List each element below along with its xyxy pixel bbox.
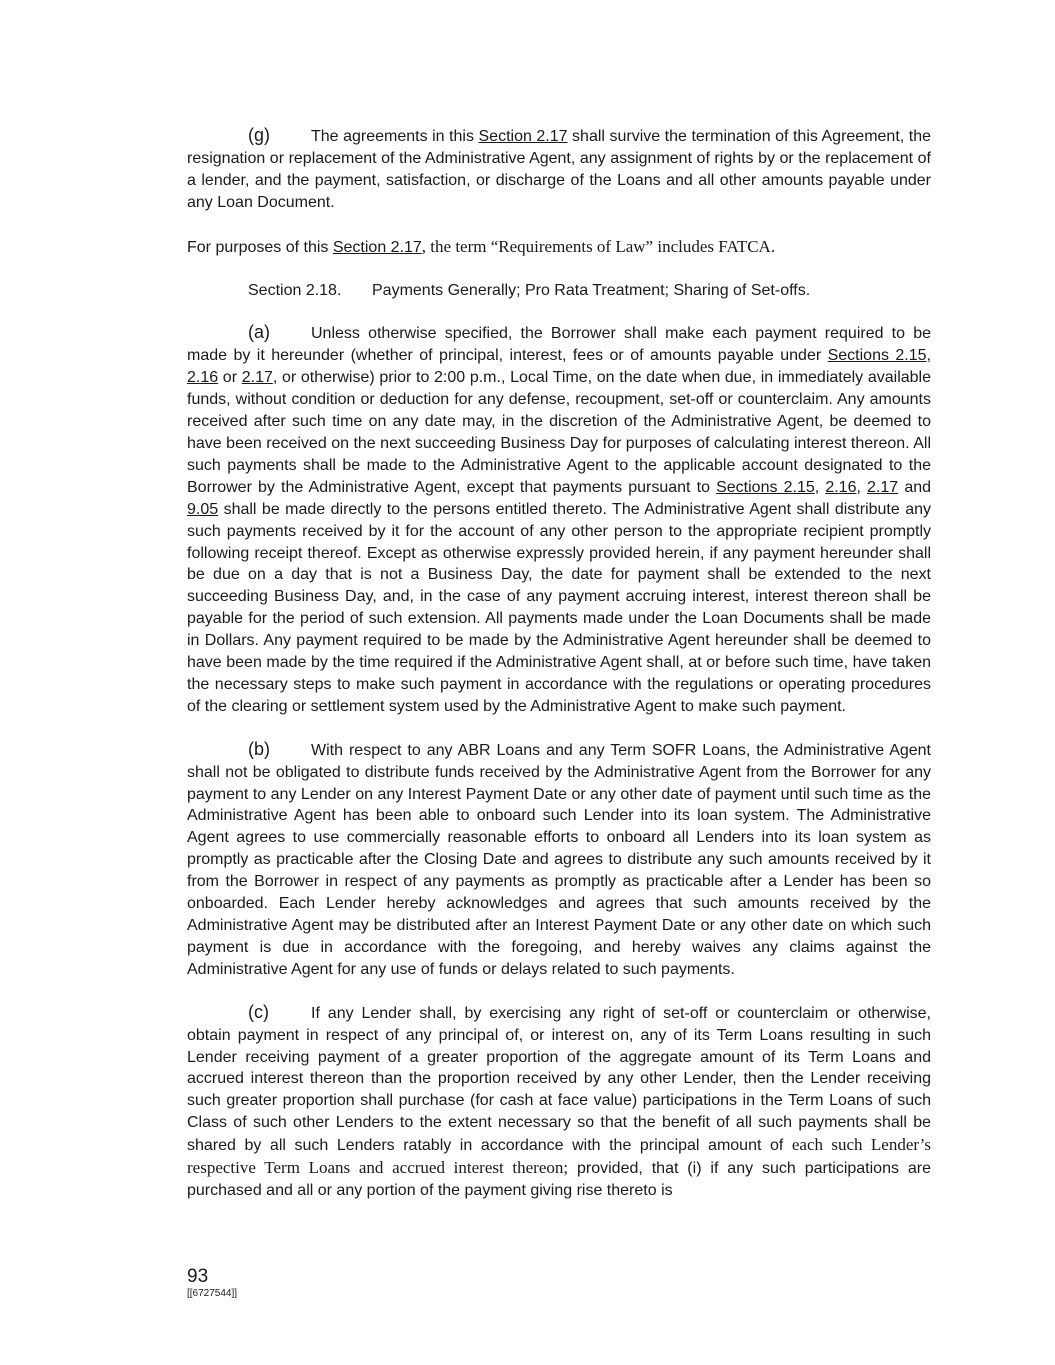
page-footer xyxy=(187,1266,237,1300)
section-reference-link[interactable]: Sections 2.15 xyxy=(827,347,927,365)
section-number: Section 2.18. xyxy=(248,281,342,299)
paragraph-g xyxy=(187,125,931,214)
section-reference-link[interactable]: 2.16 xyxy=(825,478,857,496)
page-number: 93 xyxy=(187,1266,209,1287)
purposes-paragraph xyxy=(187,236,931,259)
section-reference-link[interactable]: 2.16 xyxy=(187,369,219,387)
paragraph-marker-a: (a) xyxy=(248,322,270,343)
section-reference-link[interactable]: 2.17 xyxy=(241,369,273,387)
paragraph-a-text-1: Unless otherwise specified, the Borrower shall make each payment required to be made by it hereunder (whether of principal, interest, fees or of amounts payable under xyxy=(187,325,931,365)
separator: and xyxy=(898,478,932,496)
separator: or xyxy=(218,369,242,387)
separator: , xyxy=(926,347,932,365)
paragraph-marker-g: (g) xyxy=(248,125,270,145)
paragraph-b-text: With respect to any ABR Loans and any Term SOFR Loans, the Administrative Agent shall not be obligated to distribute funds received by the Administrative Agent from the Borrower for any payment to any Lender on any Interest Payment Date or any other date of payment until such time as the Administrative Agent has been able to onboard such Lender into its loan system. The Administrative Agent agrees to use commercially reasonable efforts to onboard all Lenders into its loan system as promptly as practicable after the Closing Date and agrees to distribute any such amounts received by it from the Borrower in respect of any payments as promptly as practicable after a Lender has been so onboarded. Each Lender hereby acknowledges and agrees that such amounts received by the Administrative Agent may be distributed after an Interest Payment Date or any other date on which such payment is due in accordance with the foregoing, and hereby waives any claims against the Administrative Agent for any use of funds or delays related to such payments. xyxy=(187,741,931,978)
document-page xyxy=(187,125,931,1202)
paragraph-g-text-1: The agreements in this xyxy=(311,128,479,145)
section-reference-link[interactable]: Section 2.17 xyxy=(332,238,422,256)
paragraph-c xyxy=(187,1002,931,1202)
section-reference-link[interactable]: Section 2.17 xyxy=(478,128,568,145)
paragraph-a-text-2: , or otherwise) prior to 2:00 p.m., Local Time, on the date when due, in immediately available funds, without condition or deduction for any defense, recoupment, set-off or counterclaim. Any amounts received after such time on any date may, in the discretion of the Administrative Agent, be deemed to have been received on the next succeeding Business Day for purposes of calculating interest thereon. All such payments shall be made to the Administrative Agent to the applicable account designated to the Borrower by the Administrative Agent, except that payments pursuant to xyxy=(187,369,932,496)
separator: , xyxy=(856,478,868,496)
separator: , xyxy=(814,478,826,496)
purposes-text-2: , the term “Requirements of Law” includes FATCA. xyxy=(421,236,776,256)
purposes-text-1: For purposes of this xyxy=(187,238,333,256)
paragraph-g-text-2: shall survive the termination of this Agreement, the resignation or replacement of the Administrative Agent, any assignment of rights by or the replacement of a lender, and the payment, satisfaction, or discharge of the Loans and all other amounts payable under any Loan Document. xyxy=(187,128,931,211)
paragraph-marker-c: (c) xyxy=(248,1001,269,1022)
section-heading xyxy=(248,280,931,302)
paragraph-b xyxy=(187,739,931,981)
section-title: Payments Generally; Pro Rata Treatment; Sharing of Set-offs. xyxy=(372,281,811,299)
paragraph-c-text-1: If any Lender shall, by exercising any right of set-off or counterclaim or otherwise, obtain payment in respect of any principal of, or interest on, any of its Term Loans resulting in such Lender receiving payment of a greater proportion of the aggregate amount of its Term Loans and accrued interest thereon than the proportion received by any other Lender, then the Lender receiving such greater proportion shall purchase (for cash at face value) participations in the Term Loans of such Class of such other Lenders to the extent necessary so that the benefit of all such payments shall be shared by all such Lenders ratably in accordance with the principal amount of xyxy=(187,1004,931,1155)
paragraph-a-text-3: shall be made directly to the persons entitled thereto. The Administrative Agent shall distribute any such payments received by it for the account of any other person to the appropriate recipient promptly following receipt thereof. Except as otherwise expressly provided herein, if any payment hereunder shall be due on a day that is not a Business Day, the date for payment shall be extended to the next succeeding Business Day, and, in the case of any payment accruing interest, interest thereon shall be payable for the period of such extension. All payments made under the Loan Documents shall be made in Dollars. Any payment required to be made by the Administrative Agent hereunder shall be deemed to have been made by the time required if the Administrative Agent shall, at or before such time, have taken the necessary steps to make such payment in accordance with the regulations or operating procedures of the clearing or settlement system used by the Administrative Agent to make such payment. xyxy=(187,500,931,715)
paragraph-c-text-3: provided, that (i) if any such participations are purchased and all or any portion of the payment giving rise thereto is xyxy=(187,1160,931,1199)
document-id: [[6727544]] xyxy=(187,1288,238,1299)
paragraph-a xyxy=(187,322,931,717)
section-reference-link[interactable]: 9.05 xyxy=(187,500,219,518)
section-reference-link[interactable]: 2.17 xyxy=(867,478,899,496)
paragraph-c-text-2: each such Lender’s respective Term Loans and accrued interest thereon; xyxy=(187,1135,932,1178)
paragraph-marker-b: (b) xyxy=(248,738,270,759)
section-reference-link[interactable]: Sections 2.15 xyxy=(716,478,815,496)
